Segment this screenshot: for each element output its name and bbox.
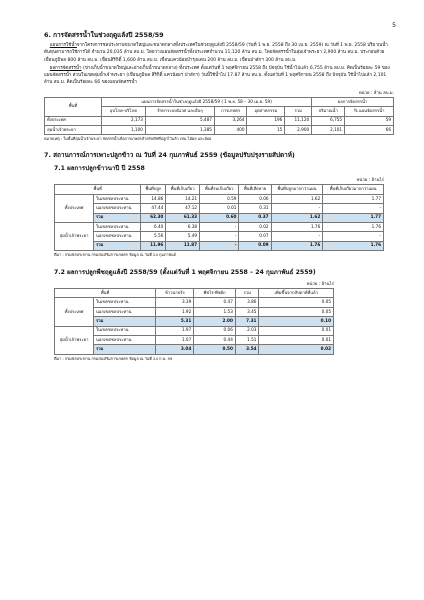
value-cell: - bbox=[271, 232, 323, 241]
row-label: นอกเขตชลประทาน bbox=[94, 232, 141, 241]
value-cell: - bbox=[200, 222, 239, 231]
value-cell: 0.07 bbox=[239, 232, 271, 241]
value-cell: 6.40 bbox=[141, 222, 166, 231]
value-cell: 2,900 bbox=[285, 125, 312, 134]
header-area: พื้นที่ bbox=[55, 289, 156, 298]
value-cell: 196 bbox=[247, 116, 285, 125]
total-value-cell: 11.96 bbox=[141, 241, 166, 250]
section6-paragraph-plan bbox=[44, 42, 394, 64]
row-label: นอกเขตชลประทาน bbox=[94, 307, 156, 316]
value-cell: 1,385 bbox=[145, 125, 214, 134]
value-cell: 1.62 bbox=[271, 194, 323, 203]
section7-heading: 7. สถานการณ์การเพาะปลูกข้าว ณ วันที่ 24 กุมภาพันธ์ 2559 (ข้อมูลปรับปรุงรายสัปดาห์) bbox=[44, 151, 295, 160]
row-label: นอกเขตชลประทาน bbox=[94, 204, 141, 213]
value-cell: 1.77 bbox=[323, 194, 384, 203]
value-cell: 0.31 bbox=[239, 204, 271, 213]
table-row bbox=[55, 298, 334, 307]
table72-source: ที่มา : กรมชลประทาน กรมส่งเสริมการเกษตร ข้อมูล ณ วันที่ 24 ก.พ. 59 bbox=[54, 355, 173, 361]
value-cell: 0.59 bbox=[200, 194, 239, 203]
header-cell: พืชไร่-พืชผัก bbox=[194, 289, 236, 298]
value-cell: 0.01 bbox=[200, 204, 239, 213]
value-cell: 5.56 bbox=[141, 232, 166, 241]
value-cell: 5.49 bbox=[166, 232, 200, 241]
total-value-cell: 1.77 bbox=[323, 213, 384, 222]
value-cell: - bbox=[323, 232, 384, 241]
value-cell: - bbox=[271, 204, 323, 213]
value-cell: 0.01 bbox=[259, 336, 334, 345]
page-number: 5 bbox=[392, 22, 396, 29]
value-cell: 1.07 bbox=[156, 336, 194, 345]
page-content bbox=[44, 30, 394, 362]
value-cell: 400 bbox=[214, 125, 247, 134]
total-row bbox=[55, 345, 334, 354]
section6-paragraph-result bbox=[44, 65, 394, 87]
header-cell: พื้นที่เก็บเกี่ยว bbox=[166, 185, 200, 194]
value-cell: 0.06 bbox=[194, 326, 236, 335]
total-row bbox=[55, 317, 334, 326]
section71-heading: 7.1 ผลการปลูกข้าวนาปี ปี 2558 bbox=[54, 165, 145, 173]
subheader-cell: การเกษตร bbox=[214, 107, 247, 116]
section6-heading: 6. การจัดสรรน้ำในช่วงฤดูแล้งปี 2558/59 bbox=[44, 31, 164, 39]
total-label: รวม bbox=[94, 345, 156, 354]
value-cell: 0.05 bbox=[259, 298, 334, 307]
group-label: ลุ่มน้ำเจ้าพระยา bbox=[55, 222, 94, 250]
row-label: ในเขตชลประทาน bbox=[94, 298, 156, 307]
header-cell: เพิ่มขึ้นจากสัปดาห์ที่แล้ว bbox=[259, 289, 334, 298]
header-plan-group: แผนการจัดสรรน้ำในช่วงฤดูแล้งปี 2558/59 ( 1 พ.ย. 58 – 30 เม.ย. 59) bbox=[102, 97, 312, 106]
row-label: ในเขตชลประทาน bbox=[94, 222, 141, 231]
value-cell: 47.44 bbox=[141, 204, 166, 213]
total-value-cell: 1.76 bbox=[323, 241, 384, 250]
row-label: ในเขตชลประทาน bbox=[94, 194, 141, 203]
value-cell: 47.12 bbox=[166, 204, 200, 213]
total-value-cell: 1.76 bbox=[271, 241, 323, 250]
group-label: ทั้งประเทศ bbox=[55, 194, 94, 222]
total-row bbox=[55, 241, 384, 250]
plan-label: แผนการใช้น้ำ bbox=[49, 43, 77, 48]
value-cell: 3.86 bbox=[235, 298, 259, 307]
value-cell: 0.06 bbox=[239, 194, 271, 203]
value-cell: 11,120 bbox=[285, 116, 312, 125]
value-cell: 1.97 bbox=[156, 326, 194, 335]
value-cell: - bbox=[323, 204, 384, 213]
total-value-cell: 0.09 bbox=[239, 241, 271, 250]
header-row bbox=[55, 289, 334, 298]
value-cell: 5,487 bbox=[145, 116, 214, 125]
rice-planting-table bbox=[54, 184, 384, 251]
value-cell: 14.86 bbox=[141, 194, 166, 203]
row-label: ในเขตชลประทาน bbox=[94, 326, 156, 335]
table-row bbox=[55, 307, 334, 316]
section72-heading: 7.2 ผลการปลูกพืชฤดูแล้งปี 2558/59 (ตั้งแต่วันที่ 1 พฤศจิกายน 2558 – 24 กุมภาพันธ์ 2559) bbox=[54, 269, 316, 277]
value-cell: 1.92 bbox=[156, 307, 194, 316]
total-value-cell: 0.10 bbox=[259, 317, 334, 326]
row-area-label: ทั้งประเทศ bbox=[45, 116, 102, 125]
total-value-cell: 0.02 bbox=[259, 345, 334, 354]
header-area: พื้นที่ bbox=[45, 97, 102, 116]
water-allocation-table bbox=[44, 97, 394, 136]
value-cell: 1.76 bbox=[323, 222, 384, 231]
value-cell: 0.02 bbox=[239, 222, 271, 231]
total-value-cell: 1.62 bbox=[271, 213, 323, 222]
header-result-group: ผลการจัดสรรน้ำ bbox=[312, 97, 394, 106]
value-cell: 2.03 bbox=[235, 326, 259, 335]
plan-text: จากโครงการชลประทานขนาดใหญ่และขนาดกลางทั้งประเทศในช่วงฤดูแล้งปี 2558/59 (วันที่ 1 พ.ย. 2558 ถึง 30 เม.ย. 2559) ณ วันที่ 1 พ.ย. 2558 ปริมาณน้ำต้นทุนสามารถใช้การได้ จำนวน 20,035 ล้าน ลบ.ม. โดยวางแผนจัดสรรน้ำทั้งประเทศจำนวน 11,120 ล้าน ลบ.ม. โดยจัดสรรน้ำในลุ่มเจ้าพระยา 2,900 ล้าน ลบ.ม. ประกอบด้วยเขื่อนภูมิพล 800 ล้าน ลบ.ม. เขื่อนสิริกิติ์ 1,600 ล้าน ลบ.ม. เขื่อนแควน้อยบำรุงแดน 200 ล้าน ลบ.ม. เขื่อนป่าสักฯ 300 ล้าน ลบ.ม. bbox=[44, 43, 388, 63]
total-value-cell: 62.30 bbox=[141, 213, 166, 222]
dry-season-crop-table bbox=[54, 288, 334, 355]
subheader-cell: รักษาระบบนิเวศ และอื่นๆ bbox=[145, 107, 214, 116]
value-cell: 1.51 bbox=[235, 336, 259, 345]
table-row bbox=[55, 204, 384, 213]
total-row bbox=[55, 213, 384, 222]
table-row bbox=[55, 232, 384, 241]
row-label: นอกเขตชลประทาน bbox=[94, 336, 156, 345]
total-value-cell: 7.31 bbox=[235, 317, 259, 326]
value-cell: 1.76 bbox=[271, 222, 323, 231]
total-value-cell: 5.31 bbox=[156, 317, 194, 326]
value-cell: 6,755 bbox=[312, 116, 345, 125]
total-value-cell: 2.00 bbox=[194, 317, 236, 326]
total-value-cell: 0.50 bbox=[194, 345, 236, 354]
group-label: ลุ่มน้ำเจ้าพระยา bbox=[55, 326, 94, 354]
table72-unit: หน่วย : ล้านไร่ bbox=[306, 282, 334, 288]
value-cell: 0.01 bbox=[259, 326, 334, 335]
total-label: รวม bbox=[94, 317, 156, 326]
value-cell: 15 bbox=[247, 125, 285, 134]
total-value-cell: 11.87 bbox=[166, 241, 200, 250]
total-value-cell: 3.54 bbox=[235, 345, 259, 354]
header-area: พื้นที่ bbox=[55, 185, 141, 194]
total-value-cell: 0.37 bbox=[239, 213, 271, 222]
value-cell: 3.45 bbox=[235, 307, 259, 316]
header-cell: พื้นที่ปลูก bbox=[141, 185, 166, 194]
value-cell: 59 bbox=[345, 116, 394, 125]
header-cell: พื้นที่รอเก็บเกี่ยว bbox=[200, 185, 239, 194]
result-text: (ข่างเก็บน้ำขนาดใหญ่และอ่างเก็บน้ำขนาดกลาง) ทั้งประเทศ ตั้งแต่วันที่ 1 พฤศจิกายน 2558 ถึง ปัจจุบัน ใช้น้ำไปแล้ว 6,755 ล้าน ลบ.ม. คิดเป็นร้อยละ 59 ของแผนจัดสรรน้ำ ส่วนในเขตลุ่มน้ำเจ้าพระยา (เขื่อนภูมิพล สิริกิติ์ แควน้อยฯ ป่าสักฯ) วันนี้ใช้น้ำไป 17.87 ล้าน ลบ.ม. ตั้งแต่วันที่ 1 พฤศจิกายน 2558 ถึง ปัจจุบัน ใช้น้ำไปแล้ว 2,101 ล้าน ลบ.ม. คิดเป็นร้อยละ 66 ของแผนจัดสรรน้ำ bbox=[44, 65, 390, 86]
value-cell: 1,100 bbox=[102, 125, 146, 134]
subheader-cell: อุตสาหกรรม bbox=[247, 107, 285, 116]
value-cell: 66 bbox=[345, 125, 394, 134]
header-cell: รวม bbox=[235, 289, 259, 298]
subheader-cell: อุปโภค-บริโภค bbox=[102, 107, 146, 116]
total-label: รวม bbox=[94, 213, 141, 222]
total-value-cell: - bbox=[200, 241, 239, 250]
total-value-cell: 61.33 bbox=[166, 213, 200, 222]
row-area-label: ลุ่มน้ำเจ้าพระยา bbox=[45, 125, 102, 134]
value-cell: 6.38 bbox=[166, 222, 200, 231]
header-cell: พื้นที่ปลูกมากกว่าแผน bbox=[271, 185, 323, 194]
value-cell: 14.21 bbox=[166, 194, 200, 203]
total-value-cell: 3.04 bbox=[156, 345, 194, 354]
table71-source: ที่มา : กรมชลประทาน กรมส่งเสริมการเกษตร ข้อมูล ณ วันที่ 24 กุมภาพันธ์ bbox=[54, 252, 176, 258]
table-row bbox=[45, 116, 394, 125]
value-cell: 1.53 bbox=[194, 307, 236, 316]
value-cell: - bbox=[200, 232, 239, 241]
table-row bbox=[55, 194, 384, 203]
table6-unit: หน่วย : ล้าน ลบ.ม. bbox=[358, 90, 394, 96]
header-cell: ข้าวนาปรัง bbox=[156, 289, 194, 298]
value-cell: 0.44 bbox=[194, 336, 236, 345]
table71-unit: หน่วย : ล้านไร่ bbox=[356, 178, 384, 184]
subheader-cell: % แผนจัดสรรน้ำ bbox=[345, 107, 394, 116]
table-row bbox=[55, 336, 334, 345]
value-cell: 2,101 bbox=[312, 125, 345, 134]
table-row bbox=[45, 125, 394, 134]
total-label: รวม bbox=[94, 241, 141, 250]
header-cell: พื้นที่เสียหาย bbox=[239, 185, 271, 194]
group-label: ทั้งประเทศ bbox=[55, 298, 94, 326]
subheader-cell: รวม bbox=[285, 107, 312, 116]
result-label: ผลการจัดสรรน้ำ bbox=[49, 65, 82, 71]
value-cell: 2,173 bbox=[102, 116, 146, 125]
value-cell: 3,264 bbox=[214, 116, 247, 125]
header-row bbox=[55, 185, 384, 194]
value-cell: 0.47 bbox=[194, 298, 236, 307]
table-row bbox=[55, 326, 334, 335]
header-cell: พื้นที่เก็บเกี่ยวมากกว่าแผน bbox=[323, 185, 384, 194]
value-cell: 3.39 bbox=[156, 298, 194, 307]
table-row bbox=[55, 222, 384, 231]
total-value-cell: 0.60 bbox=[200, 213, 239, 222]
table6-note: หมายเหตุ : ในพื้นที่ลุ่มน้ำเจ้าพระยา จัดสรรน้ำเพื่อการเกษตรสำหรับพืชที่ปลูกไว้แล้ว เช่น ไม้ผล และอ้อย bbox=[44, 136, 212, 142]
value-cell: 0.05 bbox=[259, 307, 334, 316]
subheader-cell: ปริมาณน้ำ bbox=[312, 107, 345, 116]
